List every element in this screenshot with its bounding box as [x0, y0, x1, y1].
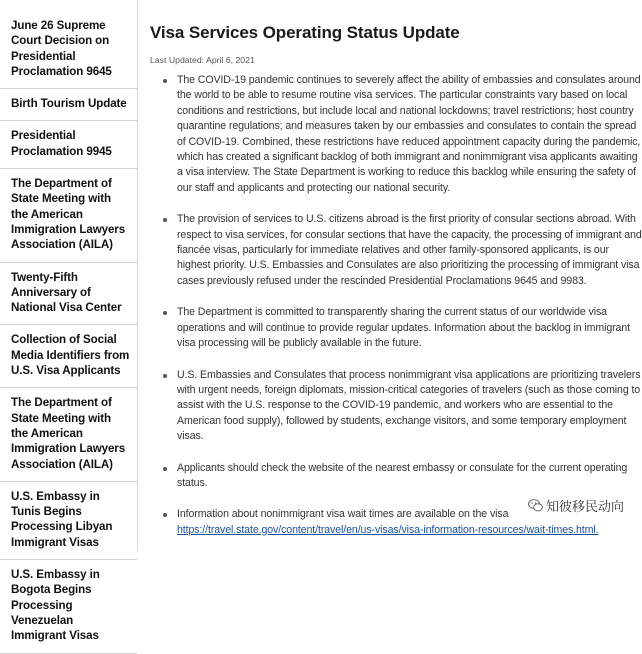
status-bullet-list — [150, 73, 642, 538]
sidebar-item-supreme-court-decision[interactable]: June 26 Supreme Court Decision on Presidential Proclamation 9645 — [0, 0, 137, 89]
sidebar-item-nvc-anniversary[interactable]: Twenty-Fifth Anniversary of National Visa Center — [0, 263, 137, 326]
main-content — [150, 0, 642, 551]
bullet-dot-icon — [163, 374, 167, 378]
bullet-dot-icon — [163, 311, 167, 315]
watermark — [526, 495, 626, 516]
wechat-icon — [528, 499, 543, 512]
bullet-text: The Department is committed to transparently sharing the current status of our worldwide visa operations and will continue to provide regular updates. Information about the backlog in immigrant visa processing will be publicly available in the future. — [177, 306, 630, 350]
last-updated-date: Last Updated: April 6, 2021 — [150, 55, 255, 65]
bullet-text: Applicants should check the website of the nearest embassy or consulate for the current operating status. — [177, 461, 628, 489]
bullet-dot-icon — [163, 513, 167, 517]
page-title: Visa Services Operating Status Update — [150, 23, 460, 42]
sidebar-item-social-media-identifiers[interactable]: Collection of Social Media Identifiers from U.S. Visa Applicants — [0, 325, 137, 388]
bullet-text: U.S. Embassies and Consulates that process nonimmigrant visa applications are prioritizing travelers with urgent needs, foreign diplomats, mission-critical categories of travelers (such as those coming to assist with the U.S. response to the COVID-19 pandemic, and workers who are essential to the American food supply), followed by students, exchange visitors, and some temporary employment visas. — [177, 368, 641, 443]
bullet-text: Information about nonimmigrant visa wait times are available on the visa — [177, 508, 509, 521]
bullet-nonimmigrant-priorities — [150, 368, 642, 445]
bullet-transparency — [150, 305, 642, 351]
bullet-dot-icon — [163, 79, 167, 83]
sidebar-nav — [0, 0, 138, 643]
bullet-text: The provision of services to U.S. citizens abroad is the first priority of consular sections abroad. With respect to visa services, for consular sections that have the capacity, the processing of immigrant and fiancée visas, particularly for immediate relatives and other family-sponsored applicants, is our highest priority. U.S. Embassies and Consulates are also prioritizing the processing of immigrant visa cases previously refused under the rescinded Presidential Proclamations 9645 and 9983. — [177, 213, 642, 287]
sidebar-item-birth-tourism[interactable]: Birth Tourism Update — [0, 89, 137, 121]
bullet-check-website — [150, 461, 642, 492]
bullet-dot-icon — [163, 467, 167, 471]
sidebar-item-aila-meeting-2[interactable]: The Department of State Meeting with the American Immigration Lawyers Association (AILA) — [0, 388, 137, 481]
bullet-priority-services — [150, 212, 642, 289]
sidebar-item-tunis-libyan-visas[interactable]: U.S. Embassy in Tunis Begins Processing Libyan Immigrant Visas — [0, 482, 137, 560]
watermark-text: 知彼移民动向 — [545, 499, 624, 514]
sidebar-item-proclamation-9945[interactable]: Presidential Proclamation 9945 — [0, 121, 137, 169]
wait-times-link[interactable]: https://travel.state.gov/content/travel/en/us-visas/visa-information-resources/wait-times.html. — [177, 523, 599, 536]
sidebar-item-bogota-venezuelan-visas[interactable]: U.S. Embassy in Bogota Begins Processing Venezuelan Immigrant Visas — [0, 560, 137, 653]
sidebar-item-aila-meeting[interactable]: The Department of State Meeting with the American Immigration Lawyers Association (AILA) — [0, 169, 137, 262]
bullet-pandemic-impact — [150, 73, 642, 196]
bullet-dot-icon — [163, 218, 167, 222]
bullet-text: The COVID-19 pandemic continues to severely affect the ability of embassies and consulates around the world to be able to resume routine visa services. The particular constraints vary based on local conditions and restrictions, but include local and national lockdowns; travel restrictions; host country quarantine regulations; and measures taken by our embassies and consulates to contain the spread of COVID-19. Combined, these restrictions have reduced appointment capacity during the pandemic, which has created a significant backlog of both immigrant and nonimmigrant visa applicants awaiting a visa interview. The State Department is working to reduce this backlog while ensuring the safety of our staff and applicants and protecting our national security. — [177, 74, 641, 194]
